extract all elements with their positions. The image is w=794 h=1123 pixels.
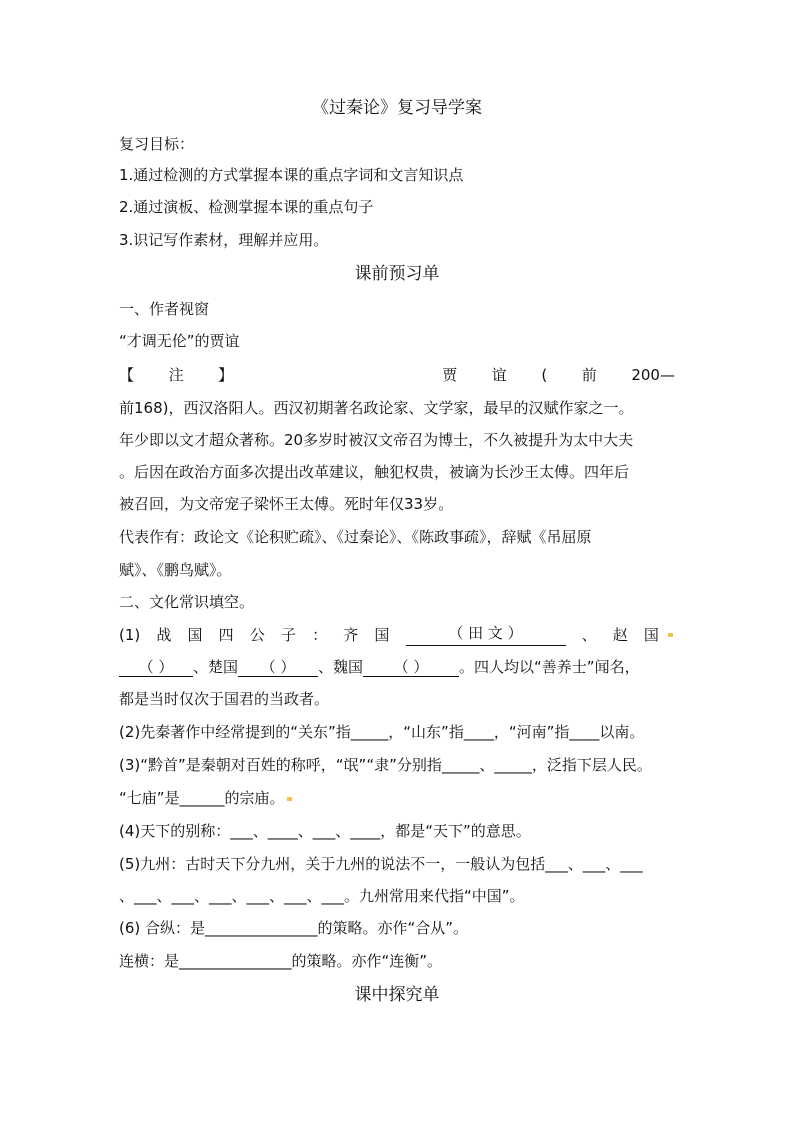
q1-token: 子 bbox=[280, 626, 296, 644]
q6-line-2: 连横：是_______________的策略。亦作“连衡”。 bbox=[119, 952, 443, 970]
part2-heading: 二、文化常识填空。 bbox=[119, 593, 255, 611]
comment-marker-icon bbox=[668, 633, 673, 637]
note-token: 注 bbox=[168, 366, 184, 384]
q1-row-3: 都是当时仅次于国君的当政者。 bbox=[119, 690, 330, 708]
goal-item-1: 1.通过检测的方式掌握本课的重点字词和文言知识点 bbox=[119, 166, 464, 184]
q6-line-1: (6) 合纵：是_______________的策略。亦作“合从”。 bbox=[119, 919, 469, 937]
q4-text: (4)天下的别称：___、____、___、____，都是“天下”的意思。 bbox=[119, 822, 531, 840]
section-heading-in-class: 课中探究单 bbox=[354, 985, 440, 1005]
works-line-2: 赋》、《鹏鸟赋》。 bbox=[119, 561, 232, 579]
q1-token: 四 bbox=[218, 626, 234, 644]
q5-line-1: (5)九州：古时天下分九州，关于九州的说法不一，一般认为包括___、___、___ bbox=[119, 855, 643, 873]
q3-line-2 bbox=[119, 787, 675, 809]
q1-separator: 、 bbox=[581, 626, 597, 644]
q1-tail: 。四人均以“善养士”闻名， bbox=[459, 658, 640, 676]
comment-marker-icon bbox=[287, 797, 292, 801]
goal-item-2: 2.通过演板、检测掌握本课的重点句子 bbox=[119, 198, 374, 216]
answer-blank-wei[interactable]: （ ） bbox=[363, 658, 459, 677]
note-token: 贾 bbox=[442, 366, 458, 384]
note-token bbox=[268, 364, 408, 386]
q1-row-1 bbox=[119, 624, 659, 646]
q2-text: (2)先秦著作中经常提到的“关东”指_____，“山东”指____，“河南”指____以南。 bbox=[119, 723, 645, 741]
q1-wei-label: 、魏国 bbox=[318, 658, 364, 676]
q1-token: 战 bbox=[156, 626, 172, 644]
note-row bbox=[119, 364, 675, 386]
note-token: 】 bbox=[218, 366, 234, 384]
q1-token: 齐 bbox=[343, 626, 359, 644]
q1-token: 赵 bbox=[612, 626, 628, 644]
bio-line-3: 。后因在政治方面多次提出改革建议，触犯权贵，被谪为长沙王太傅。四年后 bbox=[119, 463, 630, 481]
q3-line-2-text: “七庙”是______的宗庙。 bbox=[119, 789, 285, 807]
q1-token: 国 bbox=[374, 626, 390, 644]
note-token: 200— bbox=[631, 366, 675, 384]
q1-token: ： bbox=[312, 626, 328, 644]
q5-line-2: 、___、___、___、___、___、___。九州常用来代指“中国”。 bbox=[119, 887, 525, 905]
bio-line-1: 前168)，西汉洛阳人。西汉初期著名政论家、文学家，最早的汉赋作家之一。 bbox=[119, 399, 634, 417]
part1-heading: 一、作者视窗 bbox=[119, 300, 210, 318]
works-line-1: 代表作有：政论文《论积贮疏》、《过秦论》、《陈政事疏》，辞赋《吊屈原 bbox=[119, 528, 592, 546]
q1-token: 国 bbox=[187, 626, 203, 644]
section-heading-preview: 课前预习单 bbox=[354, 264, 440, 284]
author-subheading: “才调无伦”的贾谊 bbox=[119, 332, 240, 350]
q1-token: (1) bbox=[119, 626, 141, 644]
document-title: 《过秦论》复习导学案 bbox=[312, 98, 482, 118]
q1-token: 公 bbox=[249, 626, 265, 644]
q1-row-2 bbox=[119, 656, 675, 678]
bio-line-4: 被召回，为文帝宠子梁怀王太傅。死时年仅33岁。 bbox=[119, 495, 454, 513]
note-token: ( bbox=[541, 366, 548, 384]
note-token: 【 bbox=[119, 366, 135, 384]
note-token: 谊 bbox=[491, 366, 507, 384]
answer-blank-chu[interactable]: （ ） bbox=[238, 658, 318, 677]
note-token: 前 bbox=[581, 366, 597, 384]
goal-item-3: 3.识记写作素材，理解并应用。 bbox=[119, 231, 329, 249]
goals-heading: 复习目标： bbox=[119, 135, 195, 153]
q1-chu-label: 、楚国 bbox=[193, 658, 239, 676]
answer-blank-qi[interactable]: （ 田 文 ） bbox=[406, 624, 566, 646]
q3-line-1: (3)“黔首”是秦朝对百姓的称呼，“氓”“隶”分别指_____、_____，泛指下层人民。 bbox=[119, 756, 652, 774]
bio-line-2: 年少即以文才超众著称。20多岁时被汉文帝召为博士，不久被提升为太中大夫 bbox=[119, 431, 634, 449]
answer-blank-zhao[interactable]: （ ） bbox=[119, 658, 193, 677]
q1-token: 国 bbox=[643, 626, 659, 644]
